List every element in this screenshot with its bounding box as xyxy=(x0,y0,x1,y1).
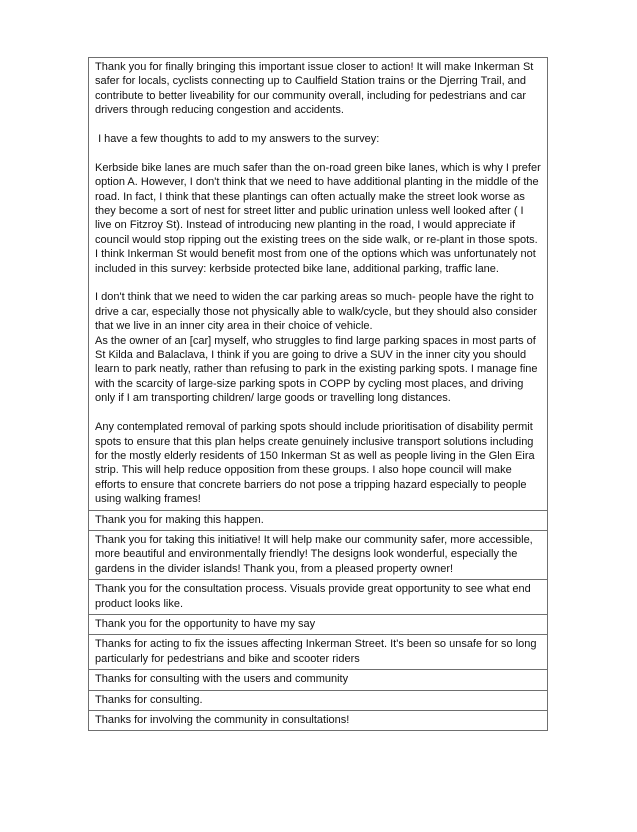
table-row xyxy=(89,614,548,634)
response-paragraph: I don't think that we need to widen the car parking areas so much- people have the right to drive a car, especially those not physically able to walk/cycle, but they should also consider that we live in an inner city area in their choice of vehicle. xyxy=(95,291,541,333)
response-paragraph: Thanks for consulting with the users and community xyxy=(95,673,349,686)
response-cell xyxy=(89,58,548,511)
response-paragraph: Thank you for making this happen. xyxy=(95,513,264,526)
table-row xyxy=(89,670,548,690)
table-row xyxy=(89,580,548,615)
table-row xyxy=(89,530,548,579)
table-row xyxy=(89,690,548,710)
table-row xyxy=(89,635,548,670)
response-cell xyxy=(89,580,548,615)
response-cell xyxy=(89,510,548,530)
response-cell xyxy=(89,690,548,710)
response-paragraph: Thanks for consulting. xyxy=(95,693,203,706)
responses-table xyxy=(88,57,548,731)
document-page xyxy=(88,57,548,731)
table-row xyxy=(89,58,548,511)
response-paragraph: Thanks for involving the community in consultations! xyxy=(95,714,350,726)
response-cell xyxy=(89,670,548,690)
response-paragraph: Thanks for acting to fix the issues affecting Inkerman Street. It's been so unsafe for so long particularly for pedestrians and bike and scooter riders xyxy=(95,638,540,665)
response-paragraph: Thank you for the consultation process. Visuals provide great opportunity to see what end product looks like. xyxy=(95,583,534,610)
response-paragraph: Thank you for finally bringing this important issue closer to action! It will make Inkerman St safer for locals, cyclists connecting up to Caulfield Station trains or the Djerring Trail, and contribute to better liveability for our community overall, including for pedestrians and car drivers through reducing congestion and accidents. xyxy=(95,61,537,117)
response-cell xyxy=(89,635,548,670)
response-paragraph: Thank you for taking this initiative! It will help make our community safer, more accessible, more beautiful and environmentally friendly! The designs look wonderful, especially the gardens in the divider islands! Thank you, from a pleased property owner! xyxy=(95,533,536,575)
table-row xyxy=(89,510,548,530)
response-cell xyxy=(89,711,548,731)
response-cell xyxy=(89,530,548,579)
response-paragraph: Kerbside bike lanes are much safer than the on-road green bike lanes, which is why I prefer option A. However, I don't think that we need to have additional planting in the middle of the road. In fact, I think that these plantings can often actually make the street look worse as they become a sort of nest for street litter and public urination unless well looked after ( I live on Fitzroy St). Instead of introducing new planting in the road, I would appreciate if council would stop ripping out the existing trees on the side walk, or re-plant in those spots. I think Inkerman St would benefit most from one of the options which was unfortunately not included in this survey: kerbside protected bike lane, additional parking, traffic lane. xyxy=(95,161,544,275)
response-cell xyxy=(89,614,548,634)
response-paragraph: As the owner of an [car] myself, who struggles to find large parking spaces in most parts of St Kilda and Balaclava, I think if you are going to drive a SUV in the inner city you should learn to park neatly, rather than refusing to park in the existing parking spots. I manage fine with the scarcity of large-size parking spots in COPP by cycling most places, and driving only if I am transporting children/ large goods or travelling long distances. xyxy=(95,334,541,405)
response-paragraph: Thank you for the opportunity to have my say xyxy=(95,617,316,630)
response-paragraph: Any contemplated removal of parking spots should include prioritisation of disability permit spots to ensure that this plan helps create genuinely inclusive transport solutions including for the mostly elderly residents of 150 Inkerman St as well as people living in the Glen Eira strip. This will help reduce opposition from these groups. I also hope council will make efforts to ensure that concrete barriers do not pose a tripping hazard especially to people using walking frames! xyxy=(95,421,538,506)
response-paragraph: I have a few thoughts to add to my answers to the survey: xyxy=(95,133,380,146)
table-row xyxy=(89,711,548,731)
